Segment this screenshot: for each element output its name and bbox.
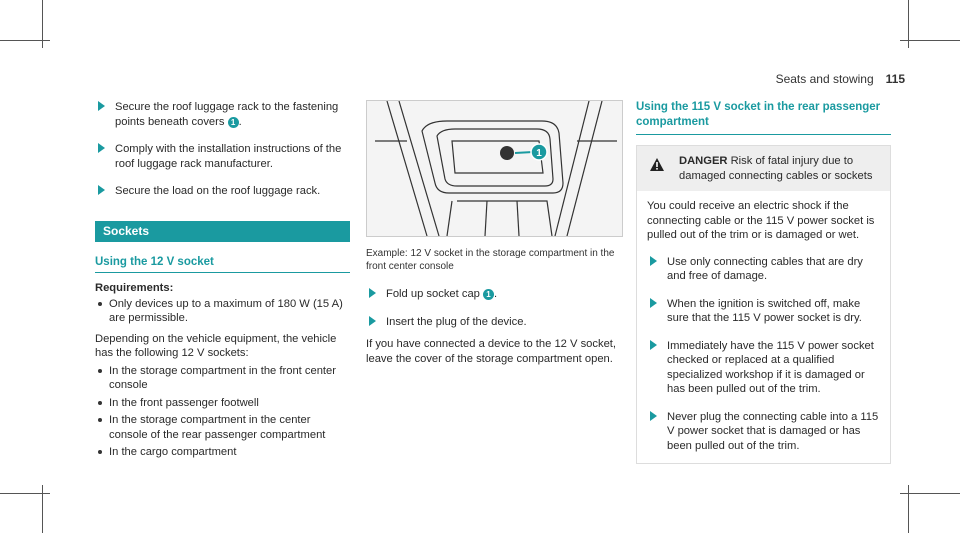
danger-body [637,191,890,463]
danger-box [636,145,891,464]
left-column [95,100,350,460]
step-suffix: . [494,288,498,300]
danger-header [637,146,890,191]
step [647,297,880,326]
list-item-text: In the storage compartment in the front center console [109,364,336,391]
list-item [95,396,350,411]
list-item [95,297,350,326]
warning-triangle-icon [650,158,664,171]
step-text: Secure the roof luggage rack to the fastening points beneath covers [115,101,339,128]
bullet-icon [98,418,102,422]
step-arrow-icon [650,256,657,266]
step-text: Secure the load on the roof luggage rack. [115,185,321,197]
figure-caption: Example: 12 V socket in the storage compartment in the front center console [366,248,615,272]
bullet-icon [98,302,102,306]
socket-photo [366,100,623,237]
step-arrow-icon [98,143,105,153]
list-item-text: In the cargo compartment [109,446,237,458]
bullet-icon [98,369,102,373]
middle-column [366,100,621,366]
list-item-text: Only devices up to a maximum of 180 W (15 A) are permissible. [109,297,343,324]
step-suffix: . [238,115,242,128]
section-title: Seats and stowing [775,72,874,86]
step [95,142,350,171]
danger-text: Risk of fatal injury due to damaged connecting cables or sockets [679,155,873,182]
step-arrow-icon [98,185,105,195]
step-arrow-icon [369,288,376,298]
step-arrow-icon [650,298,657,308]
crop-mark [900,40,960,41]
callout-badge: 1 [483,289,494,300]
step-text: When the ignition is switched off, make sure that the 115 V power socket is dry. [667,297,862,324]
requirements-label: Requirements: [95,282,174,294]
step-arrow-icon [650,411,657,421]
callout-badge: 1 [228,117,239,128]
step-arrow-icon [369,316,376,326]
subsection-heading: Using the 115 V socket in the rear passenger compartment [636,100,891,135]
list-item [95,364,350,393]
list-item-text: In the storage compartment in the center console of the rear passenger compartment [109,414,326,441]
crop-mark [0,493,50,494]
bullet-icon [98,401,102,405]
step-text: Comply with the installation instructions of the roof luggage rack manufacturer. [115,143,342,170]
step-text: Immediately have the 115 V power socket checked or replaced at a qualified specialized workshop if it is damaged or has been pulled out of the trim. [667,339,874,395]
list-item [95,413,350,442]
page-number: 115 [885,72,905,86]
step-text: Insert the plug of the device. [386,315,527,328]
photo-callout-number: 1 [536,148,542,159]
step [366,315,621,330]
paragraph: You could receive an electric shock if the connecting cable or the 115 V power socket is pulled out of the trim or is damaged or wet. [647,200,875,241]
paragraph: If you have connected a device to the 12 V socket, leave the cover of the storage compartment open. [366,338,617,365]
danger-label: DANGER [679,155,728,167]
step [95,184,350,199]
step-text: Use only connecting cables that are dry and free of damage. [667,255,863,282]
bullet-icon [98,450,102,454]
step [647,339,880,397]
step-text: Fold up socket cap [386,288,480,300]
paragraph: Depending on the vehicle equipment, the vehicle has the following 12 V sockets: [95,332,337,359]
step-arrow-icon [98,101,105,111]
list-item [95,445,350,460]
step [95,100,350,129]
right-column [636,100,891,464]
section-banner: Sockets [95,221,350,242]
page-header [776,72,905,86]
step-arrow-icon [650,340,657,350]
crop-mark [900,493,960,494]
step [366,287,621,302]
list-item-text: In the front passenger footwell [109,396,259,409]
step [647,255,880,284]
step [647,410,880,454]
subsection-heading: Using the 12 V socket [95,255,350,274]
step-text: Never plug the connecting cable into a 115 V power socket that is damaged or has been pulled out of the trim. [667,410,879,452]
crop-mark [0,40,50,41]
